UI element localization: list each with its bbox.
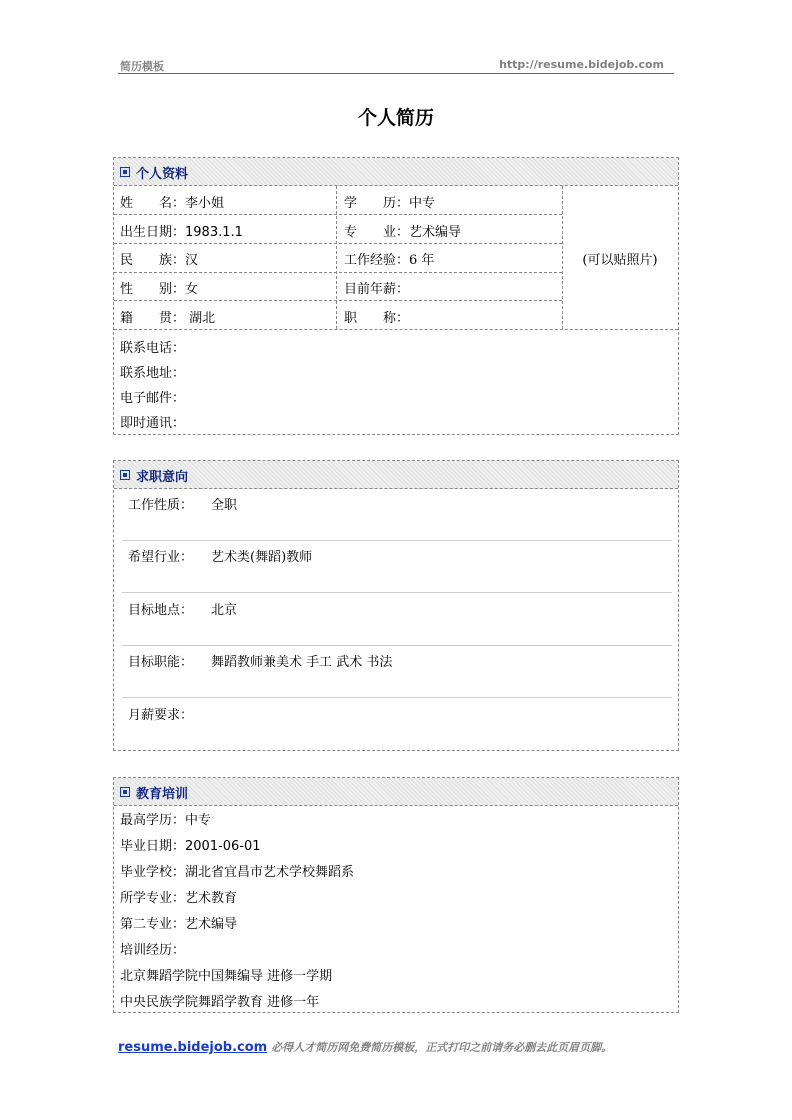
personal-section-header <box>114 158 678 186</box>
personal-row <box>344 278 409 297</box>
field-value: 6 年 <box>409 253 435 268</box>
field-label: 民 族： <box>120 253 186 268</box>
edu-label: 毕业学校： <box>120 865 186 880</box>
intent-section <box>113 460 679 751</box>
field-label: 专 业： <box>344 225 410 240</box>
intent-section-header <box>114 461 678 489</box>
field-label: 籍 贯： <box>120 311 186 326</box>
edu-label: 最高学历： <box>120 813 186 828</box>
personal-row <box>344 249 434 268</box>
field-label: 出生日期： <box>120 225 186 240</box>
edu-value: 中央民族学院舞蹈学教育 进修一年 <box>120 995 320 1010</box>
education-line <box>120 939 185 958</box>
education-line <box>120 887 237 906</box>
personal-section-title: 个人资料 <box>136 167 189 182</box>
grid-line <box>114 329 678 330</box>
grid-line <box>114 243 562 244</box>
education-line <box>120 809 211 828</box>
edu-value: 湖北省宜昌市艺术学校舞蹈系 <box>185 865 355 880</box>
edu-label: 培训经历： <box>120 943 186 958</box>
edu-value: 2001-06-01 <box>185 839 261 854</box>
personal-row <box>120 249 198 268</box>
intent-value: 舞蹈教师兼美术 手工 武术 书法 <box>211 655 393 670</box>
field-label: 职 称： <box>344 311 410 326</box>
education-line <box>120 965 332 984</box>
header-url[interactable]: http://resume.bidejob.com <box>499 58 664 71</box>
field-label: 姓 名： <box>120 196 186 211</box>
intent-value: 艺术类(舞蹈)教师 <box>211 550 313 565</box>
page-title: 个人简历 <box>357 107 434 129</box>
grid-divider <box>336 186 337 329</box>
personal-row <box>344 221 461 240</box>
intent-label: 工作性质： <box>128 498 194 513</box>
page-footer <box>118 1039 612 1055</box>
separator <box>122 697 672 698</box>
education-line <box>120 991 319 1010</box>
grid-line <box>114 272 562 273</box>
contact-line: 联系地址： <box>120 366 186 381</box>
personal-row <box>344 307 409 326</box>
edu-label: 毕业日期： <box>120 839 186 854</box>
edu-value: 中专 <box>185 813 212 828</box>
footer-link[interactable]: resume.bidejob.com <box>118 1040 268 1055</box>
separator <box>122 592 672 593</box>
grid-line <box>114 300 562 301</box>
field-value: 中专 <box>409 196 436 211</box>
section-bullet-icon <box>120 167 130 177</box>
contact-line: 即时通讯： <box>120 416 186 431</box>
education-line <box>120 861 354 880</box>
field-value: 湖北 <box>185 311 216 326</box>
section-bullet-icon <box>120 787 130 797</box>
personal-row <box>120 307 215 326</box>
field-value: 李小姐 <box>185 196 225 211</box>
edu-value: 北京舞蹈学院中国舞编导 进修一学期 <box>120 969 333 984</box>
field-value: 女 <box>185 282 199 297</box>
intent-label: 目标地点： <box>128 603 194 618</box>
section-bullet-icon <box>120 470 130 480</box>
education-section-title: 教育培训 <box>136 787 189 802</box>
field-label: 性 别： <box>120 282 186 297</box>
separator <box>122 540 672 541</box>
education-section-header <box>114 778 678 806</box>
edu-label: 第二专业： <box>120 917 186 932</box>
intent-section-title: 求职意向 <box>136 470 189 485</box>
contact-line: 联系电话： <box>120 341 186 356</box>
edu-value: 艺术教育 <box>185 891 238 906</box>
education-section <box>113 777 679 1013</box>
personal-row <box>120 221 243 240</box>
grid-line <box>114 214 562 215</box>
personal-section <box>113 157 679 435</box>
field-label: 学 历： <box>344 196 410 211</box>
personal-row <box>120 192 224 211</box>
field-label: 目前年薪： <box>344 282 410 297</box>
separator <box>122 645 672 646</box>
intent-value: 全职 <box>211 498 238 513</box>
field-value: 艺术编导 <box>409 225 462 240</box>
intent-label: 月薪要求： <box>128 708 194 723</box>
education-line <box>120 913 237 932</box>
intent-value: 北京 <box>211 603 238 618</box>
edu-value: 艺术编导 <box>185 917 238 932</box>
field-value: 1983.1.1 <box>185 225 243 240</box>
field-label: 工作经验： <box>344 253 410 268</box>
footer-note: 必得人才简历网免费简历模板，正式打印之前请务必删去此页眉页脚。 <box>271 1041 613 1054</box>
edu-label: 所学专业： <box>120 891 186 906</box>
personal-row <box>344 192 435 211</box>
intent-label: 目标职能： <box>128 655 194 670</box>
education-line <box>120 835 261 854</box>
contact-line: 电子邮件： <box>120 391 186 406</box>
intent-label: 希望行业： <box>128 550 194 565</box>
field-value: 汉 <box>185 253 199 268</box>
personal-row <box>120 278 198 297</box>
photo-placeholder: (可以贴照片) <box>582 253 658 268</box>
header-left: 简历模板 <box>120 60 164 73</box>
page-header <box>118 57 674 74</box>
